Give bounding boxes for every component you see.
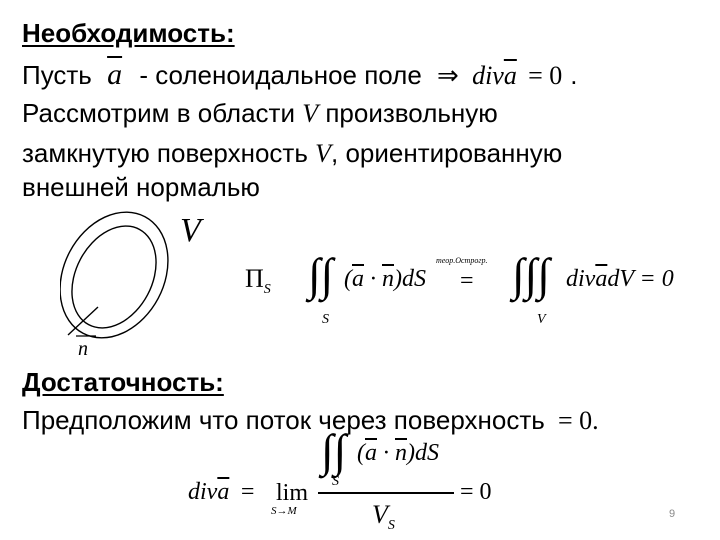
closed-surface-text: замкнутую поверхность [22, 138, 308, 168]
limit-lhs [188, 479, 256, 506]
numerator-integrand [357, 440, 439, 467]
let-word: Пусть [22, 60, 92, 90]
necessity-line-1 [22, 58, 577, 92]
triple-integral: ∫∫∫ [512, 249, 550, 300]
flux-zero: = 0. [558, 406, 599, 435]
dot-operator: · [364, 266, 382, 292]
integrand-ds: )dS [394, 266, 426, 292]
lim-operator: lim [276, 480, 309, 506]
div-integrand [566, 266, 674, 293]
limit-result: = 0 [460, 479, 492, 505]
integrand-a: $\overline{a}$ [352, 266, 364, 292]
consider-text: Рассмотрим в области [22, 98, 295, 128]
lhs-equals: = [239, 479, 256, 505]
normal-line [68, 307, 98, 335]
sufficiency-line-1 [22, 405, 599, 436]
surface-v: V [315, 139, 331, 168]
numerator-integral-sub: S [332, 474, 339, 489]
num-paren-open: ( [357, 440, 365, 466]
triple-integral-sub: V [537, 312, 546, 327]
num-n: $\overline{n}$ [395, 440, 407, 466]
necessity-line-4: внешней нормалью [22, 172, 260, 202]
flux-integrand [344, 266, 426, 293]
num-a: $\overline{a}$ [365, 440, 377, 466]
flux-pi [245, 264, 271, 298]
div-op: div [566, 266, 596, 292]
integrand-n: $\overline{n}$ [382, 266, 394, 292]
equals-zero: = 0 [528, 61, 563, 90]
lim-subscript: S→M [271, 505, 297, 517]
lhs-div: div [188, 479, 218, 505]
oriented-text: , ориентированную [331, 138, 563, 168]
necessity-heading: Необходимость: [22, 18, 235, 48]
pi-symbol: Π [245, 264, 264, 293]
paren-open: ( [344, 266, 352, 292]
theorem-equals: = [460, 268, 474, 294]
figure-label-n: n [78, 338, 88, 360]
numerator-integral: ∫∫ [321, 425, 347, 476]
num-dot: · [377, 440, 395, 466]
double-integral: ∫∫ [308, 249, 334, 300]
fraction-bar [318, 492, 454, 494]
inner-ellipse [60, 211, 173, 342]
vector-a: $\overline{a}$ [107, 58, 123, 91]
ostrogradsky-note: теор.Острогр. [436, 256, 488, 265]
dv-equals-zero: dV = 0 [607, 266, 674, 292]
div-a: $\overline{a}$ [595, 266, 608, 292]
den-sub: S [387, 518, 395, 533]
figure-label-v: V [180, 212, 201, 249]
arbitrary-text: произвольную [325, 98, 498, 128]
necessity-line-3 [22, 138, 562, 169]
div-operator: div [472, 61, 504, 90]
period: . [570, 60, 578, 90]
pi-subscript: S [263, 282, 271, 297]
denominator [372, 500, 395, 534]
solenoidal-text: - соленоидальное поле [139, 60, 422, 90]
implies-symbol: ⇒ [437, 61, 459, 90]
page-number: 9 [669, 508, 676, 520]
lhs-a: $\overline{a}$ [217, 479, 230, 505]
num-ds: )dS [407, 440, 439, 466]
div-vector-a: $\overline{a}$ [503, 61, 517, 90]
den-v: V [372, 500, 388, 529]
double-integral-sub: S [322, 312, 329, 327]
necessity-line-2 [22, 98, 498, 129]
region-v: V [302, 99, 319, 128]
outer-ellipse [60, 205, 189, 357]
sufficiency-heading: Достаточность: [22, 367, 224, 397]
assume-text: Предположим что поток через поверхность [22, 405, 545, 435]
